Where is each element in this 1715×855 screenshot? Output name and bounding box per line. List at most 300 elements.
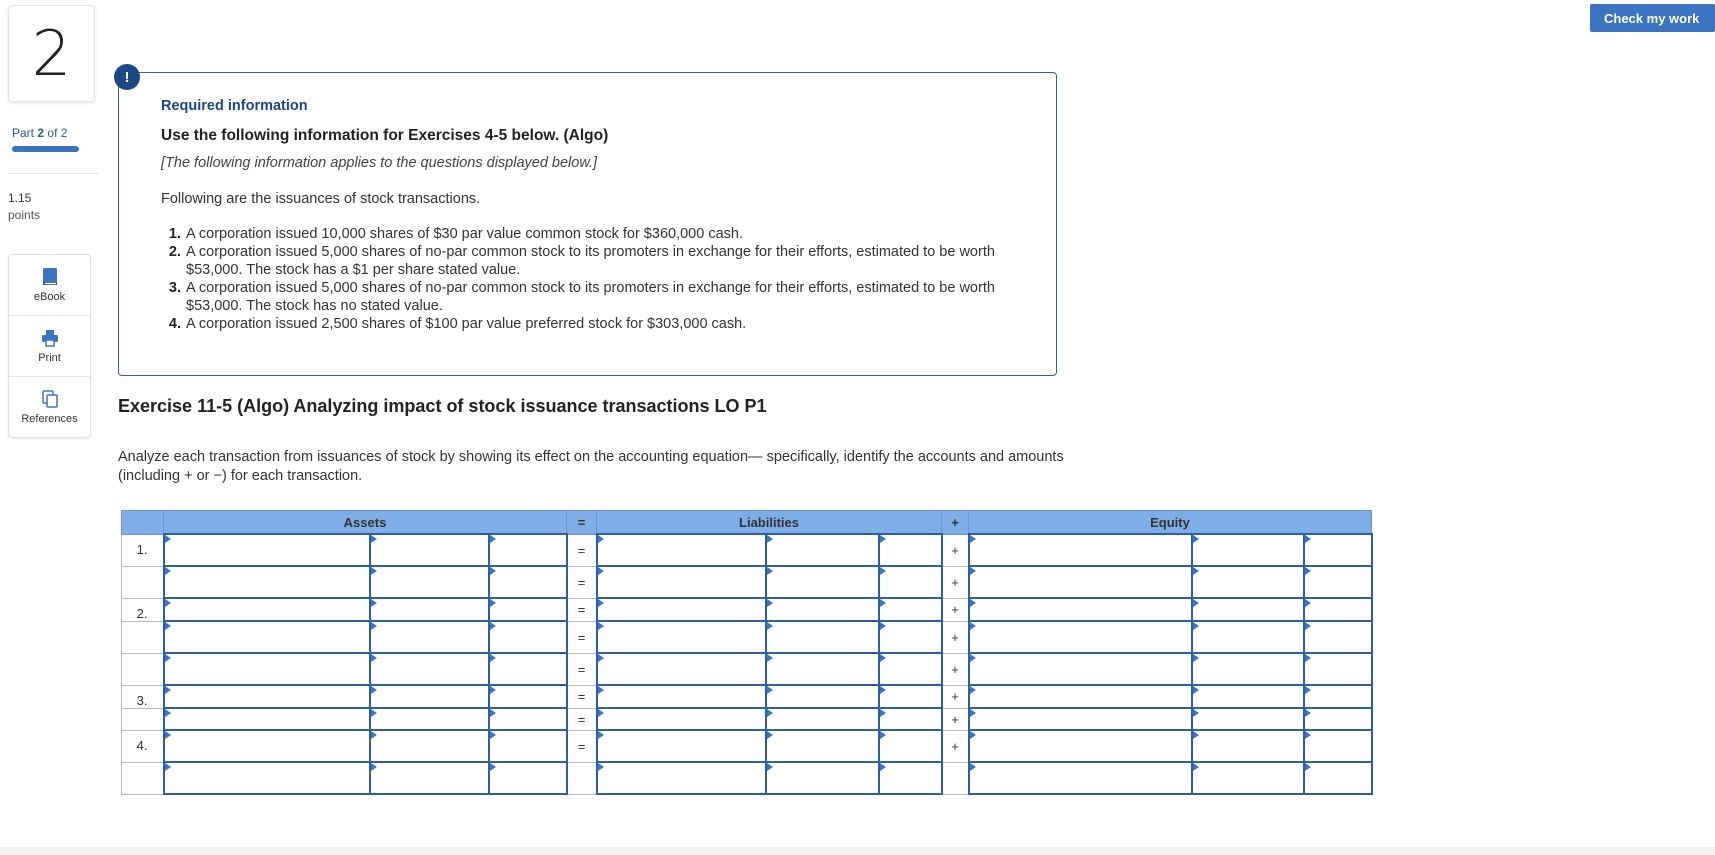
equity-account-input[interactable] <box>970 710 1191 729</box>
input-marker-icon <box>1305 709 1311 717</box>
equity-extra-input[interactable] <box>1305 628 1371 647</box>
liab-amount-cell[interactable] <box>766 598 879 621</box>
input-marker-icon <box>1193 709 1199 717</box>
equity-account-cell[interactable] <box>969 621 1192 653</box>
input-marker-icon <box>880 567 886 575</box>
liab-extra-cell[interactable] <box>879 598 942 621</box>
assets-account-input[interactable] <box>165 541 369 560</box>
input-marker-icon <box>598 654 604 662</box>
equals-sign: = <box>567 621 597 653</box>
assets-extra-cell[interactable] <box>489 621 567 653</box>
table-row <box>122 534 1372 566</box>
assets-amount-cell[interactable] <box>370 685 489 708</box>
equity-extra-input[interactable] <box>1305 600 1371 619</box>
liab-account-input[interactable] <box>598 573 765 592</box>
list-item <box>161 315 1021 333</box>
liab-extra-input[interactable] <box>880 710 941 729</box>
input-marker-icon <box>165 731 171 739</box>
required-information-box <box>118 72 1057 376</box>
input-marker-icon <box>371 709 377 717</box>
equity-amount-cell[interactable] <box>1192 653 1304 685</box>
equity-amount-input[interactable] <box>1193 660 1303 679</box>
assets-account-cell[interactable] <box>164 653 370 685</box>
input-marker-icon <box>598 731 604 739</box>
assets-account-input[interactable] <box>165 628 369 647</box>
equity-amount-input[interactable] <box>1193 710 1303 729</box>
ebook-button[interactable] <box>9 255 90 316</box>
input-marker-icon <box>371 654 377 662</box>
assets-account-cell[interactable] <box>164 762 370 794</box>
assets-amount-cell[interactable] <box>370 621 489 653</box>
equity-extra-input[interactable] <box>1305 573 1371 592</box>
equity-amount-input[interactable] <box>1193 687 1303 706</box>
assets-account-input[interactable] <box>165 687 369 706</box>
assets-account-input[interactable] <box>165 710 369 729</box>
input-marker-icon <box>598 622 604 630</box>
equity-amount-cell[interactable] <box>1192 566 1304 598</box>
liab-extra-cell[interactable] <box>879 653 942 685</box>
row-number <box>122 708 164 730</box>
input-marker-icon <box>880 654 886 662</box>
liab-account-cell[interactable] <box>597 598 766 621</box>
liab-amount-input[interactable] <box>767 687 878 706</box>
input-marker-icon <box>371 622 377 630</box>
part-label: Part <box>12 126 35 140</box>
equity-account-input[interactable] <box>970 769 1191 788</box>
liab-amount-cell[interactable] <box>766 708 879 730</box>
input-marker-icon <box>1305 654 1311 662</box>
input-marker-icon <box>371 567 377 575</box>
input-marker-icon <box>767 763 773 771</box>
liab-account-cell[interactable] <box>597 730 766 762</box>
equity-amount-cell[interactable] <box>1192 708 1304 730</box>
header-assets: Assets <box>164 511 567 535</box>
input-marker-icon <box>490 709 496 717</box>
input-marker-icon <box>165 567 171 575</box>
assets-account-input[interactable] <box>165 660 369 679</box>
alert-icon: ! <box>114 64 140 90</box>
header-equity: Equity <box>969 511 1372 535</box>
list-item-text: A corporation issued 5,000 shares of no-par common stock to its promoters in exchange for their efforts, estimated to be worth $53,000. The stock has no stated value. <box>186 280 995 314</box>
liab-extra-cell[interactable] <box>879 566 942 598</box>
liab-extra-cell[interactable] <box>879 762 942 794</box>
equals-sign: = <box>567 566 597 598</box>
liab-extra-input[interactable] <box>880 687 941 706</box>
table-row <box>122 708 1372 730</box>
equity-account-input[interactable] <box>970 628 1191 647</box>
assets-amount-cell[interactable] <box>370 653 489 685</box>
input-marker-icon <box>598 599 604 607</box>
assets-extra-input[interactable] <box>490 769 566 788</box>
equity-amount-cell[interactable] <box>1192 534 1304 566</box>
assets-account-cell[interactable] <box>164 598 370 621</box>
table-row <box>122 730 1372 762</box>
table-row <box>122 621 1372 653</box>
equity-extra-cell[interactable] <box>1304 730 1372 762</box>
required-info-title: Required information <box>161 98 308 114</box>
liab-account-input[interactable] <box>598 710 765 729</box>
assets-account-cell[interactable] <box>164 534 370 566</box>
equity-account-input[interactable] <box>970 660 1191 679</box>
input-marker-icon <box>767 654 773 662</box>
input-marker-icon <box>1193 567 1199 575</box>
liab-extra-input[interactable] <box>880 628 941 647</box>
assets-amount-input[interactable] <box>371 687 488 706</box>
assets-extra-input[interactable] <box>490 628 566 647</box>
input-marker-icon <box>970 709 976 717</box>
input-marker-icon <box>970 654 976 662</box>
liab-extra-input[interactable] <box>880 600 941 619</box>
input-marker-icon <box>767 622 773 630</box>
liab-amount-input[interactable] <box>767 737 878 756</box>
accounting-equation-table <box>121 510 1373 795</box>
assets-extra-cell[interactable] <box>489 685 567 708</box>
input-marker-icon <box>165 535 171 543</box>
input-marker-icon <box>970 686 976 694</box>
assets-account-input[interactable] <box>165 573 369 592</box>
equity-amount-input[interactable] <box>1193 769 1303 788</box>
input-marker-icon <box>598 709 604 717</box>
equity-amount-cell[interactable] <box>1192 730 1304 762</box>
list-item-number: 1. <box>168 226 181 242</box>
liab-extra-cell[interactable] <box>879 708 942 730</box>
liab-amount-input[interactable] <box>767 628 878 647</box>
input-marker-icon <box>767 599 773 607</box>
input-marker-icon <box>371 731 377 739</box>
equals-sign: = <box>567 685 597 708</box>
input-marker-icon <box>880 622 886 630</box>
plus-sign: + <box>942 708 969 730</box>
equity-account-cell[interactable] <box>969 685 1192 708</box>
table-body <box>122 534 1372 794</box>
assets-amount-input[interactable] <box>371 737 488 756</box>
liab-account-cell[interactable] <box>597 762 766 794</box>
input-marker-icon <box>1193 763 1199 771</box>
liab-account-cell[interactable] <box>597 621 766 653</box>
row-number: 1. <box>122 534 164 566</box>
input-marker-icon <box>598 567 604 575</box>
equity-amount-input[interactable] <box>1193 628 1303 647</box>
equity-account-input[interactable] <box>970 687 1191 706</box>
plus-sign: + <box>942 598 969 621</box>
assets-amount-input[interactable] <box>371 573 488 592</box>
liab-amount-cell[interactable] <box>766 762 879 794</box>
row-number: 2. <box>122 598 164 621</box>
assets-extra-cell[interactable] <box>489 653 567 685</box>
assets-account-cell[interactable] <box>164 730 370 762</box>
references-button[interactable] <box>9 377 90 437</box>
equity-account-input[interactable] <box>970 573 1191 592</box>
input-marker-icon <box>490 686 496 694</box>
input-marker-icon <box>767 535 773 543</box>
plus-sign: + <box>942 653 969 685</box>
equals-sign: = <box>567 730 597 762</box>
input-marker-icon <box>970 622 976 630</box>
liab-extra-cell[interactable] <box>879 685 942 708</box>
input-marker-icon <box>490 599 496 607</box>
equity-account-input[interactable] <box>970 737 1191 756</box>
list-item <box>161 243 1021 279</box>
liab-account-cell[interactable] <box>597 653 766 685</box>
list-item-text: A corporation issued 10,000 shares of $30 par value common stock for $360,000 cash. <box>186 226 743 242</box>
plus-sign: + <box>942 621 969 653</box>
liab-amount-cell[interactable] <box>766 653 879 685</box>
row-number: 3. <box>122 685 164 708</box>
equity-amount-input[interactable] <box>1193 573 1303 592</box>
assets-extra-input[interactable] <box>490 660 566 679</box>
equity-extra-cell[interactable] <box>1304 685 1372 708</box>
equity-extra-cell[interactable] <box>1304 653 1372 685</box>
input-marker-icon <box>1305 622 1311 630</box>
input-marker-icon <box>970 599 976 607</box>
liab-extra-input[interactable] <box>880 541 941 560</box>
header-plus: + <box>942 511 969 535</box>
printer-icon <box>40 328 60 348</box>
liab-account-cell[interactable] <box>597 566 766 598</box>
input-marker-icon <box>165 654 171 662</box>
required-info-heading: Use the following information for Exercises 4-5 below. (Algo) <box>161 127 609 144</box>
liab-amount-input[interactable] <box>767 541 878 560</box>
assets-extra-cell[interactable] <box>489 708 567 730</box>
input-marker-icon <box>371 686 377 694</box>
equity-extra-input[interactable] <box>1305 541 1371 560</box>
assets-amount-cell[interactable] <box>370 762 489 794</box>
liab-account-input[interactable] <box>598 660 765 679</box>
input-marker-icon <box>490 654 496 662</box>
equity-account-cell[interactable] <box>969 653 1192 685</box>
liab-account-input[interactable] <box>598 769 765 788</box>
input-marker-icon <box>165 686 171 694</box>
table-row <box>122 653 1372 685</box>
references-label: References <box>21 413 78 425</box>
equity-account-cell[interactable] <box>969 598 1192 621</box>
equals-sign: = <box>567 708 597 730</box>
equity-account-cell[interactable] <box>969 730 1192 762</box>
assets-amount-input[interactable] <box>371 660 488 679</box>
liab-extra-input[interactable] <box>880 573 941 592</box>
liab-extra-input[interactable] <box>880 660 941 679</box>
list-item-number: 2. <box>168 244 181 260</box>
assets-account-cell[interactable] <box>164 708 370 730</box>
print-label: Print <box>38 352 61 364</box>
equals-sign: = <box>567 598 597 621</box>
liab-account-input[interactable] <box>598 541 765 560</box>
equals-sign: = <box>567 534 597 566</box>
liab-amount-input[interactable] <box>767 660 878 679</box>
assets-amount-input[interactable] <box>371 628 488 647</box>
part-progress-bar <box>12 146 79 152</box>
assets-account-cell[interactable] <box>164 621 370 653</box>
liab-amount-cell[interactable] <box>766 566 879 598</box>
input-marker-icon <box>1193 535 1199 543</box>
input-marker-icon <box>767 709 773 717</box>
equity-amount-input[interactable] <box>1193 541 1303 560</box>
liab-account-input[interactable] <box>598 600 765 619</box>
question-number: 2 <box>8 5 95 102</box>
input-marker-icon <box>767 731 773 739</box>
liab-account-cell[interactable] <box>597 534 766 566</box>
equity-extra-cell[interactable] <box>1304 708 1372 730</box>
input-marker-icon <box>880 731 886 739</box>
liab-extra-cell[interactable] <box>879 534 942 566</box>
assets-account-cell[interactable] <box>164 685 370 708</box>
assets-extra-input[interactable] <box>490 600 566 619</box>
input-marker-icon <box>598 763 604 771</box>
liab-extra-input[interactable] <box>880 737 941 756</box>
transaction-list <box>161 225 1021 333</box>
equity-amount-cell[interactable] <box>1192 685 1304 708</box>
input-marker-icon <box>165 622 171 630</box>
input-marker-icon <box>970 567 976 575</box>
assets-extra-cell[interactable] <box>489 730 567 762</box>
equity-extra-input[interactable] <box>1305 769 1371 788</box>
input-marker-icon <box>970 731 976 739</box>
liab-amount-input[interactable] <box>767 769 878 788</box>
input-marker-icon <box>880 709 886 717</box>
required-info-intro: Following are the issuances of stock transactions. <box>161 191 481 207</box>
liab-amount-input[interactable] <box>767 710 878 729</box>
input-marker-icon <box>165 599 171 607</box>
assets-extra-input[interactable] <box>490 710 566 729</box>
plus-sign: + <box>942 730 969 762</box>
assets-amount-input[interactable] <box>371 769 488 788</box>
equity-extra-input[interactable] <box>1305 687 1371 706</box>
equity-account-cell[interactable] <box>969 762 1192 794</box>
assets-account-input[interactable] <box>165 769 369 788</box>
liab-account-input[interactable] <box>598 737 765 756</box>
assets-amount-cell[interactable] <box>370 566 489 598</box>
liab-amount-input[interactable] <box>767 573 878 592</box>
table-row <box>122 566 1372 598</box>
input-marker-icon <box>598 535 604 543</box>
header-blank <box>122 511 164 535</box>
equity-amount-cell[interactable] <box>1192 621 1304 653</box>
liab-extra-cell[interactable] <box>879 621 942 653</box>
row-number <box>122 762 164 794</box>
equity-extra-cell[interactable] <box>1304 762 1372 794</box>
assets-extra-cell[interactable] <box>489 598 567 621</box>
input-marker-icon <box>1193 686 1199 694</box>
list-item-text: A corporation issued 2,500 shares of $100 par value preferred stock for $303,000 cash. <box>186 316 747 332</box>
required-info-note: [The following information applies to the questions displayed below.] <box>161 155 598 171</box>
equity-amount-cell[interactable] <box>1192 762 1304 794</box>
assets-amount-cell[interactable] <box>370 730 489 762</box>
liab-amount-input[interactable] <box>767 600 878 619</box>
liab-extra-input[interactable] <box>880 769 941 788</box>
equity-amount-input[interactable] <box>1193 600 1303 619</box>
liab-account-input[interactable] <box>598 628 765 647</box>
liab-amount-cell[interactable] <box>766 621 879 653</box>
book-icon <box>40 267 60 287</box>
input-marker-icon <box>880 686 886 694</box>
input-marker-icon <box>165 763 171 771</box>
assets-extra-input[interactable] <box>490 541 566 560</box>
equity-extra-cell[interactable] <box>1304 621 1372 653</box>
input-marker-icon <box>1193 622 1199 630</box>
input-marker-icon <box>490 622 496 630</box>
input-marker-icon <box>1193 731 1199 739</box>
equity-extra-cell[interactable] <box>1304 534 1372 566</box>
table-row <box>122 685 1372 708</box>
assets-amount-input[interactable] <box>371 710 488 729</box>
assets-extra-cell[interactable] <box>489 762 567 794</box>
equity-extra-input[interactable] <box>1305 737 1371 756</box>
equity-extra-cell[interactable] <box>1304 566 1372 598</box>
assets-amount-input[interactable] <box>371 541 488 560</box>
equity-account-cell[interactable] <box>969 708 1192 730</box>
equity-extra-input[interactable] <box>1305 710 1371 729</box>
input-marker-icon <box>880 599 886 607</box>
assets-extra-input[interactable] <box>490 737 566 756</box>
liab-account-cell[interactable] <box>597 708 766 730</box>
assets-amount-cell[interactable] <box>370 598 489 621</box>
equals-sign <box>567 762 597 794</box>
liab-account-cell[interactable] <box>597 685 766 708</box>
input-marker-icon <box>1193 654 1199 662</box>
check-my-work-button[interactable]: Check my work <box>1590 4 1715 32</box>
equity-account-input[interactable] <box>970 600 1191 619</box>
row-number <box>122 566 164 598</box>
page-bottom-rule <box>0 847 1715 855</box>
input-marker-icon <box>371 535 377 543</box>
equity-account-input[interactable] <box>970 541 1191 560</box>
input-marker-icon <box>490 535 496 543</box>
equity-amount-input[interactable] <box>1193 737 1303 756</box>
table-row <box>122 598 1372 621</box>
assets-amount-input[interactable] <box>371 600 488 619</box>
input-marker-icon <box>1305 599 1311 607</box>
liab-amount-cell[interactable] <box>766 730 879 762</box>
equity-account-cell[interactable] <box>969 534 1192 566</box>
liab-account-input[interactable] <box>598 687 765 706</box>
row-number <box>122 621 164 653</box>
list-item-text: A corporation issued 5,000 shares of no-par common stock to its promoters in exchange for their efforts, estimated to be worth $53,000. The stock has a $1 per share stated value. <box>186 244 995 278</box>
rail-divider <box>8 173 98 174</box>
equity-extra-input[interactable] <box>1305 660 1371 679</box>
assets-amount-cell[interactable] <box>370 534 489 566</box>
input-marker-icon <box>767 567 773 575</box>
assets-extra-cell[interactable] <box>489 566 567 598</box>
liab-amount-cell[interactable] <box>766 685 879 708</box>
assets-amount-cell[interactable] <box>370 708 489 730</box>
assets-extra-input[interactable] <box>490 687 566 706</box>
input-marker-icon <box>598 686 604 694</box>
print-button[interactable] <box>9 316 90 377</box>
equity-account-cell[interactable] <box>969 566 1192 598</box>
plus-sign: + <box>942 534 969 566</box>
assets-account-cell[interactable] <box>164 566 370 598</box>
equity-amount-cell[interactable] <box>1192 598 1304 621</box>
part-current: 2 <box>37 126 45 140</box>
exercise-title: Exercise 11-5 (Algo) Analyzing impact of stock issuance transactions LO P1 <box>118 396 767 416</box>
assets-account-input[interactable] <box>165 737 369 756</box>
references-icon <box>40 389 60 409</box>
assets-account-input[interactable] <box>165 600 369 619</box>
input-marker-icon <box>1193 599 1199 607</box>
list-item <box>161 225 1021 243</box>
liab-amount-cell[interactable] <box>766 534 879 566</box>
equity-extra-cell[interactable] <box>1304 598 1372 621</box>
assets-extra-input[interactable] <box>490 573 566 592</box>
input-marker-icon <box>371 763 377 771</box>
plus-sign: + <box>942 685 969 708</box>
input-marker-icon <box>1305 567 1311 575</box>
list-item-number: 4. <box>168 316 181 332</box>
liab-extra-cell[interactable] <box>879 730 942 762</box>
input-marker-icon <box>371 599 377 607</box>
assets-extra-cell[interactable] <box>489 534 567 566</box>
points-value: 1.15 <box>8 191 32 205</box>
